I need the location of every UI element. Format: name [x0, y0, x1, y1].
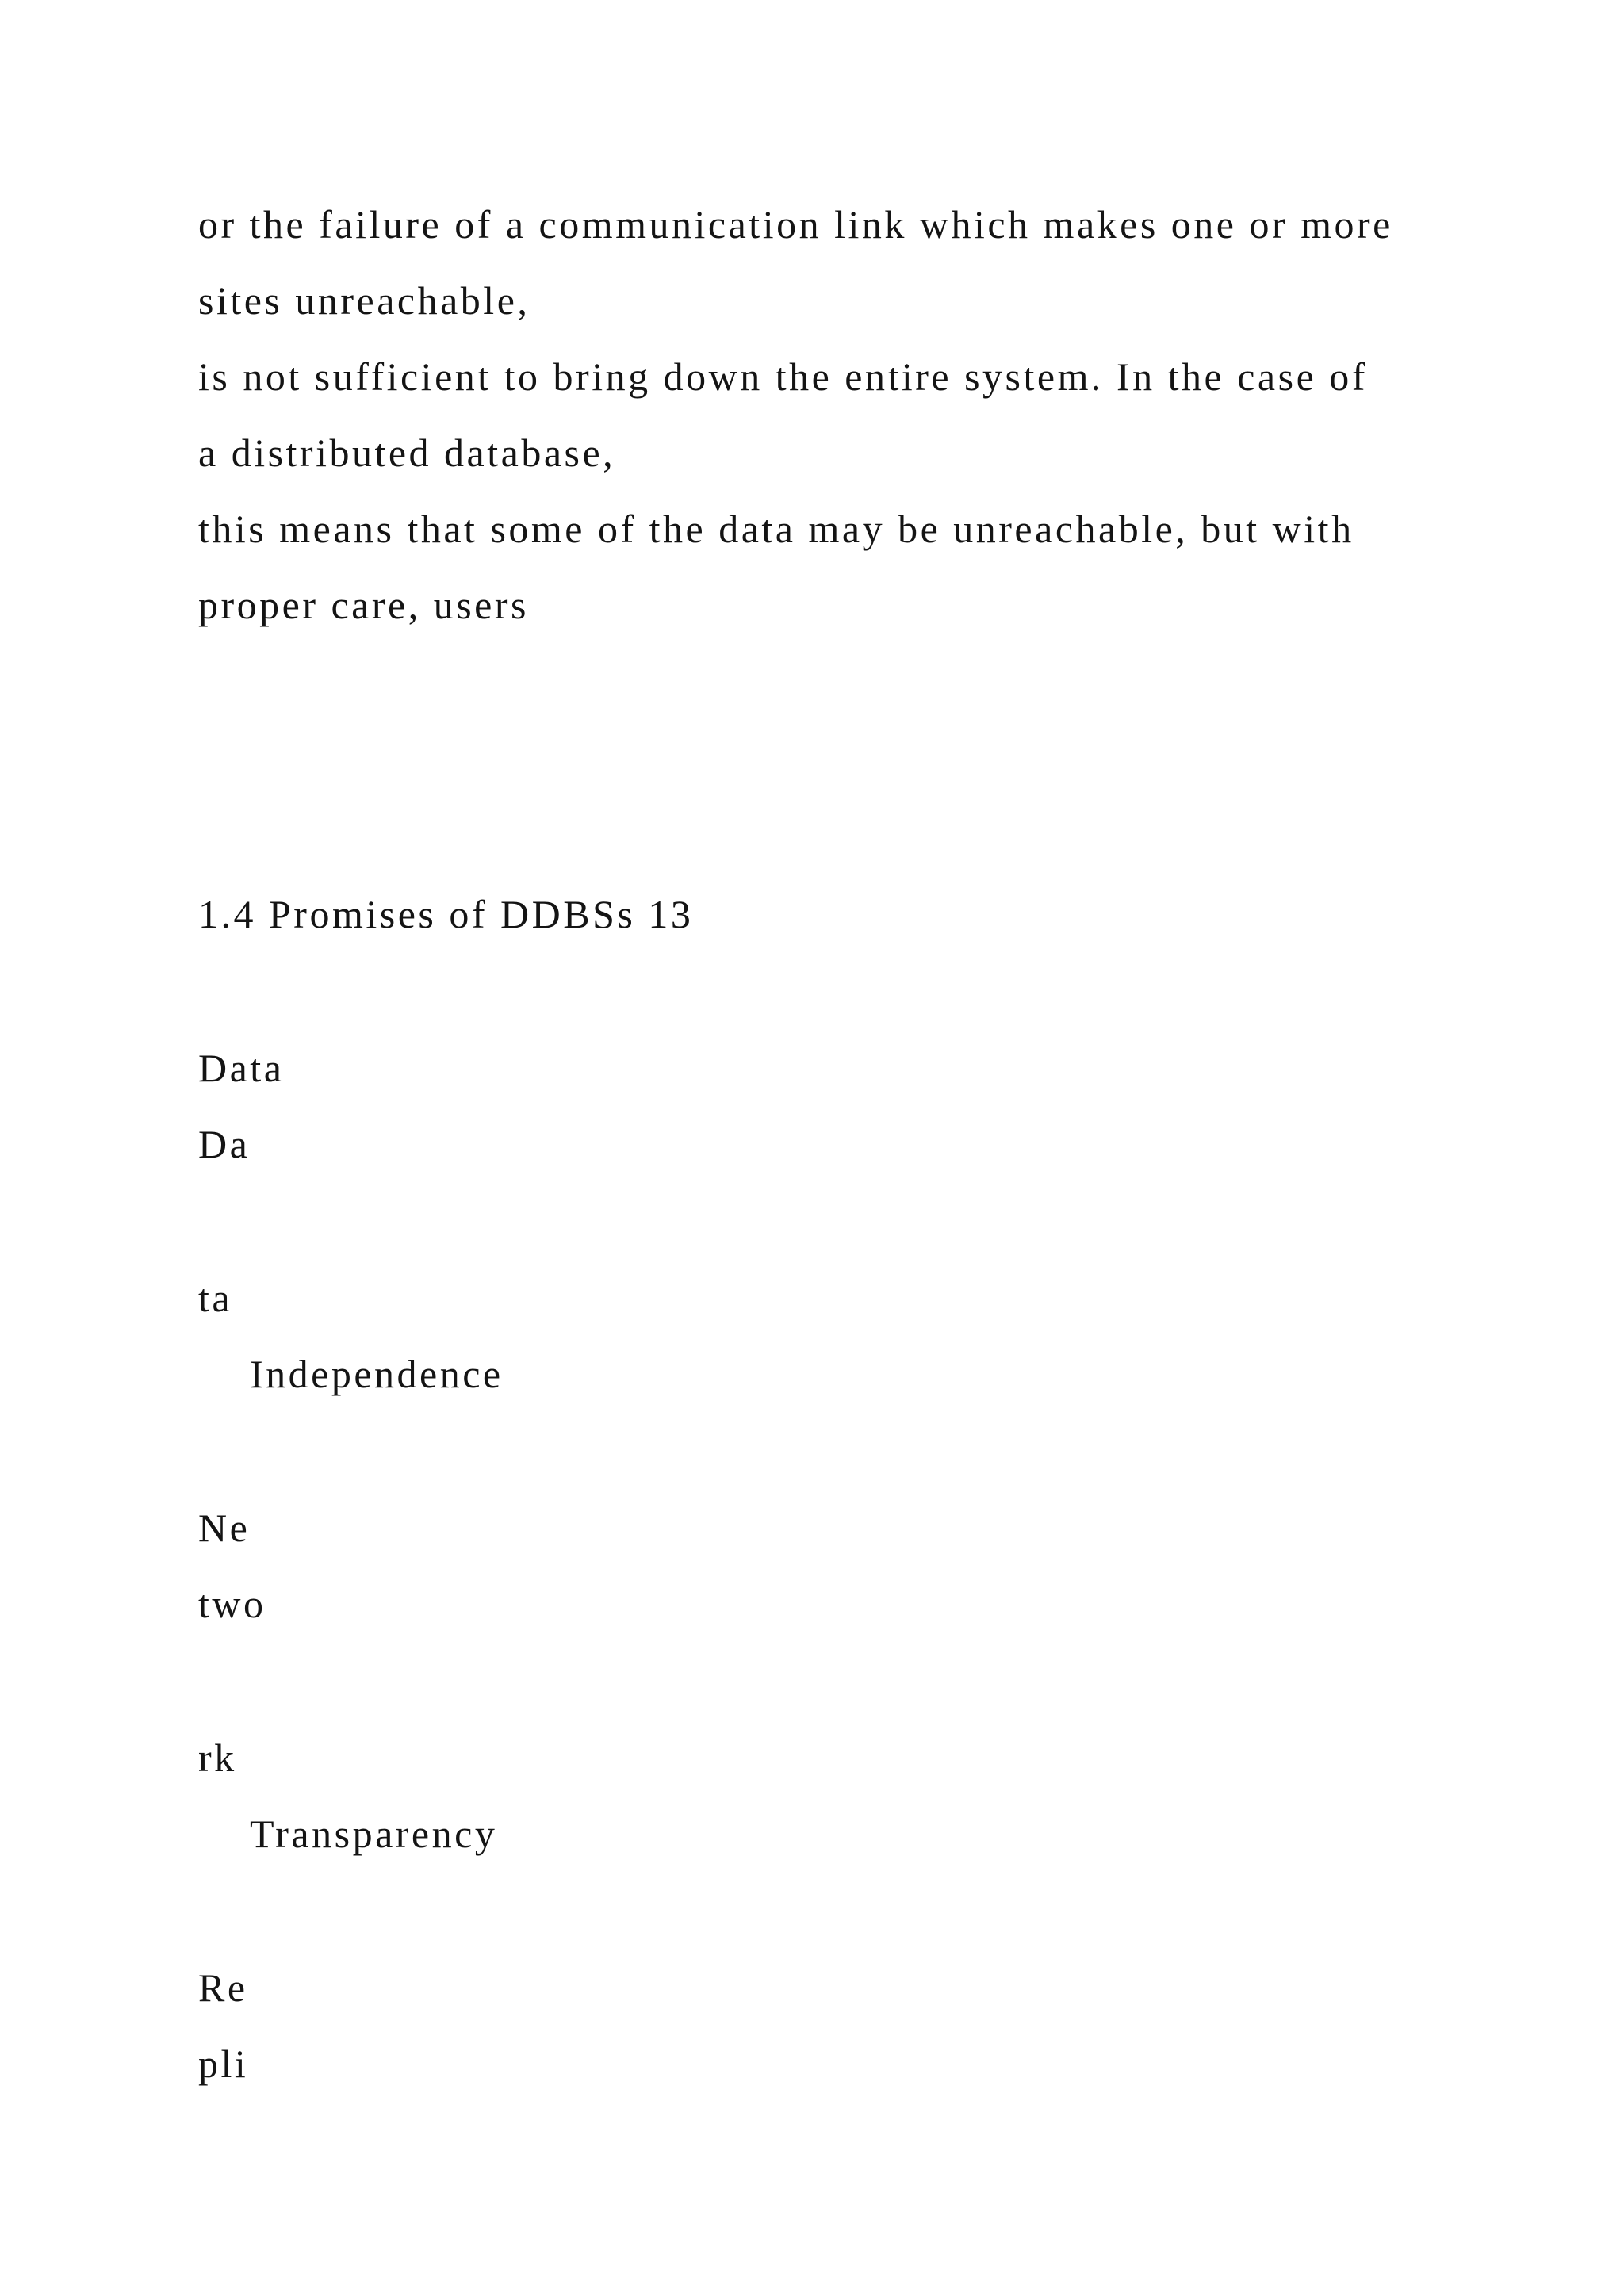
figure-fragment: rk	[198, 1735, 237, 1780]
figure-fragment: ta	[198, 1276, 233, 1320]
paragraph-line: this means that some of the data may be unreachable, but with	[198, 507, 1354, 551]
paragraph-line: a distributed database,	[198, 430, 616, 475]
paragraph-line: sites unreachable,	[198, 278, 530, 323]
figure-fragment: Data	[198, 1046, 285, 1090]
figure-label-network-transparency: Transparency	[250, 1812, 498, 1856]
figure-fragment: Ne	[198, 1506, 251, 1550]
figure-label-data-independence: Independence	[250, 1352, 504, 1396]
paragraph-line: proper care, users	[198, 583, 529, 627]
running-header: 1.4 Promises of DDBSs 13	[198, 892, 694, 936]
figure-fragment: pli	[198, 2042, 249, 2086]
figure-fragment: Re	[198, 1965, 248, 2010]
figure-fragment: two	[198, 1582, 266, 1626]
paragraph-line: is not sufficient to bring down the entire system. In the case of	[198, 354, 1368, 399]
paragraph-line: or the failure of a communication link which makes one or more	[198, 202, 1393, 247]
figure-fragment: Da	[198, 1122, 251, 1166]
